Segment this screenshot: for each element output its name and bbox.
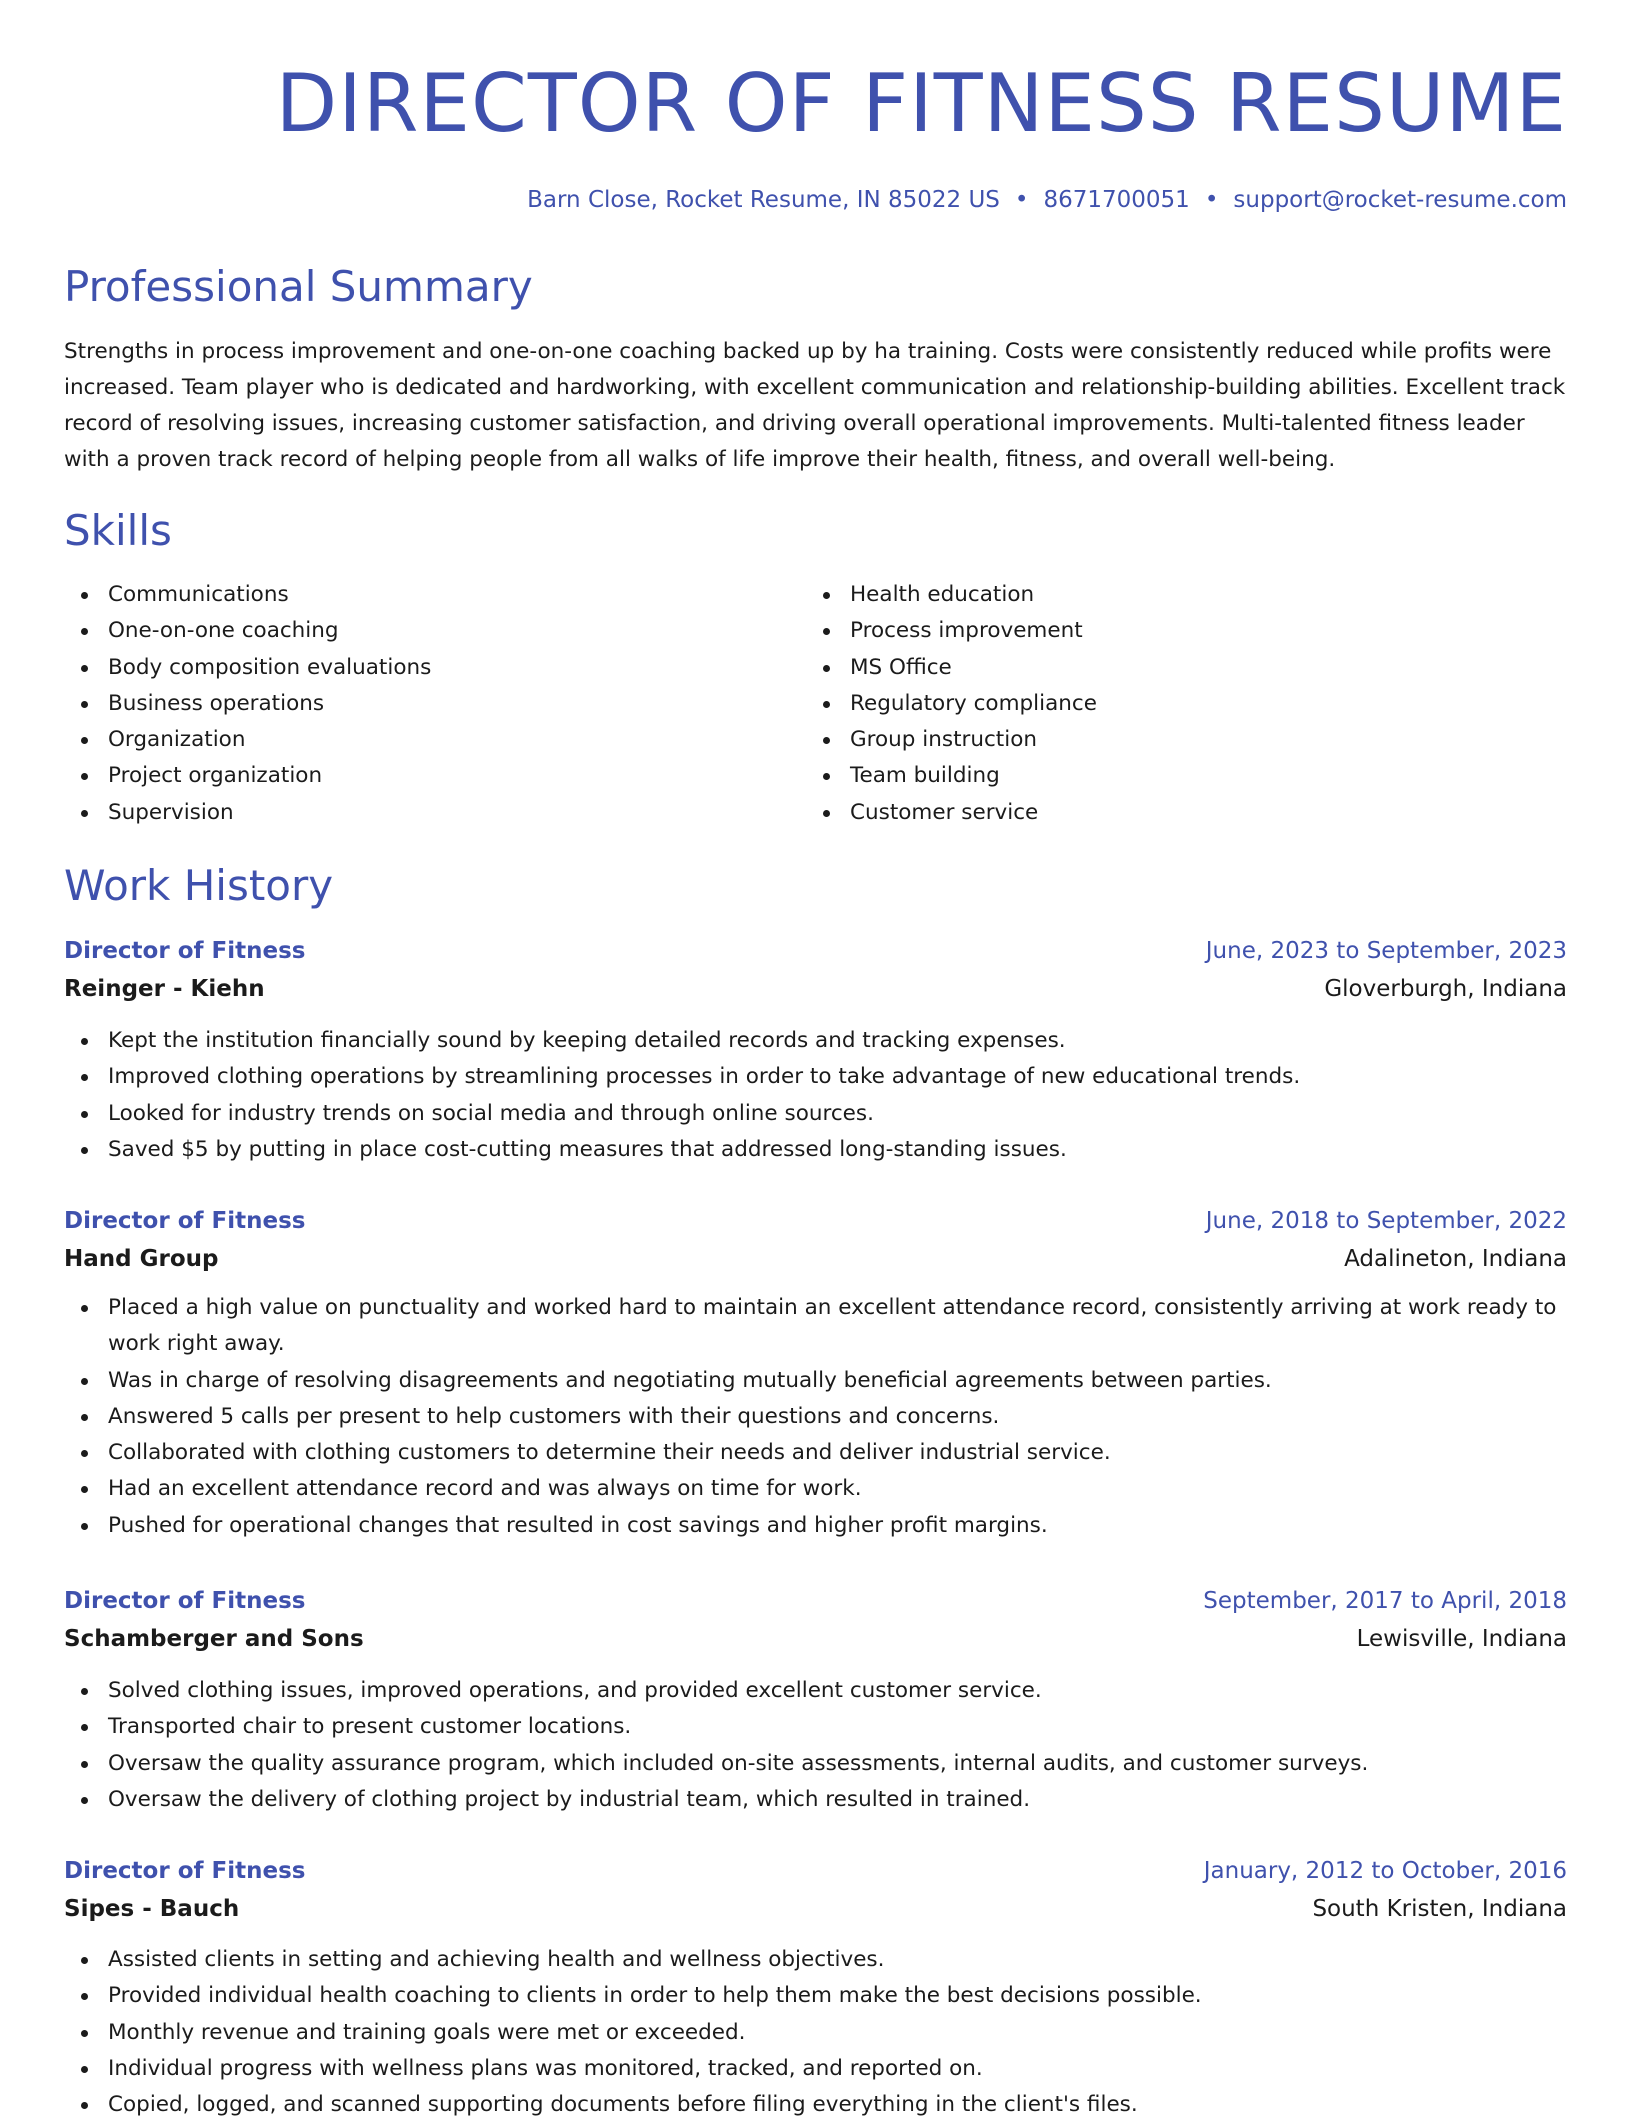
job-dates: June, 2023 to September, 2023 xyxy=(1205,938,1567,964)
skill-item: Project organization xyxy=(64,758,431,794)
job-company: Reinger - Kiehn xyxy=(64,976,265,1002)
duty-item: Solved clothing issues, improved operations, and provided excellent customer service. xyxy=(64,1673,1567,1709)
skills-heading: Skills xyxy=(64,506,172,555)
job-duties xyxy=(64,1673,1567,1818)
contact-separator: • xyxy=(1014,187,1029,213)
skills-list-left xyxy=(64,577,431,831)
duty-item: Collaborated with clothing customers to determine their needs and deliver industrial service. xyxy=(64,1435,1567,1471)
contact-phone: 8671700051 xyxy=(1043,187,1190,213)
job-company-row xyxy=(64,1620,1567,1658)
duty-item: Kept the institution financially sound by keeping detailed records and tracking expenses. xyxy=(64,1023,1567,1059)
work-history-heading: Work History xyxy=(64,861,334,910)
duty-item: Pushed for operational changes that resulted in cost savings and higher profit margins. xyxy=(64,1508,1567,1544)
job-duties xyxy=(64,1290,1567,1544)
job-duties xyxy=(64,1942,1567,2123)
contact-address: Barn Close, Rocket Resume, IN 85022 US xyxy=(527,187,1000,213)
job-entry xyxy=(64,1852,1567,2123)
job-location: South Kristen, Indiana xyxy=(1312,1896,1567,1922)
job-title-row xyxy=(64,1852,1567,1890)
job-dates: September, 2017 to April, 2018 xyxy=(1203,1588,1567,1614)
job-dates: January, 2012 to October, 2016 xyxy=(1203,1858,1567,1884)
job-company: Sipes - Bauch xyxy=(64,1896,240,1922)
summary-heading: Professional Summary xyxy=(64,262,533,311)
contact-line xyxy=(527,182,1567,218)
duty-item: Assisted clients in setting and achieving health and wellness objectives. xyxy=(64,1942,1567,1978)
duty-item: Was in charge of resolving disagreements and negotiating mutually beneficial agreements between parties. xyxy=(64,1363,1567,1399)
skill-item: Organization xyxy=(64,722,431,758)
resume-page xyxy=(64,0,1567,2118)
job-entry xyxy=(64,1582,1567,1818)
summary-text: Strengths in process improvement and one-on-one coaching backed up by ha training. Costs were consistently reduced while profits were increased. Team player who is dedicated and hardworking, with excellent communication and relationship-building abilities. Excellent track record of resolving issues, increasing customer satisfaction, and driving overall operational improvements. Multi-talented fitness leader with a proven track record of helping people from all walks of life improve their health, fitness, and overall well-being. xyxy=(64,339,1566,472)
contact-separator: • xyxy=(1204,187,1219,213)
skill-item: Regulatory compliance xyxy=(806,686,1097,722)
job-title-row xyxy=(64,1202,1567,1240)
duty-item: Placed a high value on punctuality and worked hard to maintain an excellent attendance record, consistently arriving at work ready to work right away. xyxy=(64,1290,1567,1363)
job-entry xyxy=(64,1202,1567,1544)
job-title-row xyxy=(64,932,1567,970)
skill-item: One-on-one coaching xyxy=(64,613,431,649)
skill-item: Group instruction xyxy=(806,722,1097,758)
duty-item: Oversaw the delivery of clothing project by industrial team, which resulted in trained. xyxy=(64,1782,1567,1818)
duty-item: Provided individual health coaching to clients in order to help them make the best decisions possible. xyxy=(64,1978,1567,2014)
skill-item: Communications xyxy=(64,577,431,613)
job-duties xyxy=(64,1023,1567,1168)
job-title: Director of Fitness xyxy=(64,1588,306,1614)
job-title-row xyxy=(64,1582,1567,1620)
job-title: Director of Fitness xyxy=(64,1858,306,1884)
duty-item: Improved clothing operations by streamlining processes in order to take advantage of new educational trends. xyxy=(64,1059,1567,1095)
job-company-row xyxy=(64,1240,1567,1278)
job-company-row xyxy=(64,970,1567,1008)
contact-email: support@rocket-resume.com xyxy=(1233,187,1567,213)
job-company: Schamberger and Sons xyxy=(64,1626,364,1652)
job-title: Director of Fitness xyxy=(64,938,306,964)
duty-item: Individual progress with wellness plans was monitored, tracked, and reported on. xyxy=(64,2051,1567,2087)
job-location: Adalineton, Indiana xyxy=(1344,1246,1567,1272)
duty-item: Looked for industry trends on social media and through online sources. xyxy=(64,1096,1567,1132)
skill-item: MS Office xyxy=(806,650,1097,686)
skill-item: Team building xyxy=(806,758,1097,794)
job-company-row xyxy=(64,1890,1567,1928)
duty-item: Had an excellent attendance record and was always on time for work. xyxy=(64,1471,1567,1507)
skill-item: Health education xyxy=(806,577,1097,613)
skills-list-right xyxy=(806,577,1097,831)
resume-title: DIRECTOR OF FITNESS RESUME xyxy=(275,57,1567,150)
skill-item: Body composition evaluations xyxy=(64,650,431,686)
duty-item: Copied, logged, and scanned supporting documents before filing everything in the client's files. xyxy=(64,2087,1567,2123)
skill-item: Process improvement xyxy=(806,613,1097,649)
job-location: Gloverburgh, Indiana xyxy=(1324,976,1567,1002)
duty-item: Monthly revenue and training goals were met or exceeded. xyxy=(64,2015,1567,2051)
skill-item: Customer service xyxy=(806,795,1097,831)
duty-item: Oversaw the quality assurance program, which included on-site assessments, internal audits, and customer surveys. xyxy=(64,1746,1567,1782)
job-company: Hand Group xyxy=(64,1246,219,1272)
job-title: Director of Fitness xyxy=(64,1208,306,1234)
skill-item: Business operations xyxy=(64,686,431,722)
job-dates: June, 2018 to September, 2022 xyxy=(1205,1208,1567,1234)
job-entry xyxy=(64,932,1567,1168)
duty-item: Answered 5 calls per present to help customers with their questions and concerns. xyxy=(64,1399,1567,1435)
duty-item: Transported chair to present customer locations. xyxy=(64,1709,1567,1745)
job-location: Lewisville, Indiana xyxy=(1356,1626,1567,1652)
duty-item: Saved $5 by putting in place cost-cutting measures that addressed long-standing issues. xyxy=(64,1132,1567,1168)
skill-item: Supervision xyxy=(64,795,431,831)
